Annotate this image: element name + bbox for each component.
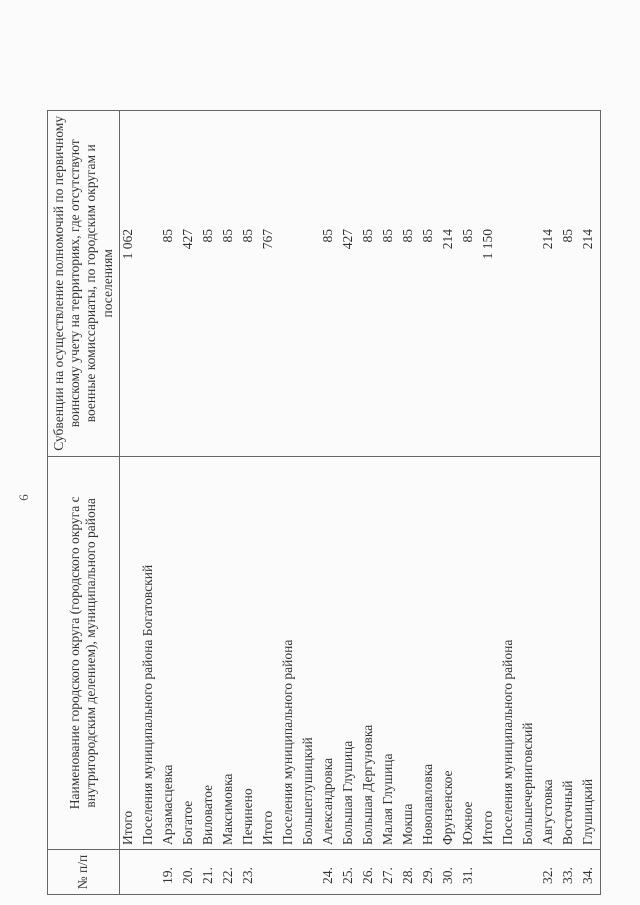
table-row: [400, 111, 420, 895]
row-name: Большая Глушица: [340, 456, 360, 849]
row-name: Южное: [460, 456, 480, 849]
row-number: 20.: [180, 850, 200, 895]
row-value: 85: [240, 111, 260, 457]
row-number: [260, 850, 280, 895]
row-value: 85: [400, 111, 420, 457]
row-number: 19.: [160, 850, 180, 895]
table-row: [560, 111, 580, 895]
table-row: [580, 111, 601, 895]
table-row: [520, 111, 540, 895]
row-number: [520, 850, 540, 895]
row-name: Виловатое: [200, 456, 220, 849]
row-value: 85: [380, 111, 400, 457]
row-value: 85: [460, 111, 480, 457]
row-name: Малая Глушица: [380, 456, 400, 849]
row-name: Богатое: [180, 456, 200, 849]
row-value: 1 150: [480, 111, 500, 457]
row-name: Арзамасцевка: [160, 456, 180, 849]
row-value: [520, 111, 540, 457]
row-number: 34.: [580, 850, 601, 895]
row-name: Глушицкий: [580, 456, 601, 849]
table-row: [420, 111, 440, 895]
table-row: [220, 111, 240, 895]
row-number: 27.: [380, 850, 400, 895]
row-number: 21.: [200, 850, 220, 895]
row-name: Поселения муниципального района: [500, 456, 520, 849]
row-number: 25.: [340, 850, 360, 895]
row-name: Александровка: [320, 456, 340, 849]
table-row: [140, 111, 160, 895]
row-number: 33.: [560, 850, 580, 895]
row-name: Новопавловка: [420, 456, 440, 849]
row-value: 214: [540, 111, 560, 457]
table-row: [180, 111, 200, 895]
table-row: [200, 111, 220, 895]
row-name: Итого: [260, 456, 280, 849]
row-value: [300, 111, 320, 457]
row-value: 767: [260, 111, 280, 457]
row-number: 31.: [460, 850, 480, 895]
row-value: 85: [200, 111, 220, 457]
row-value: 214: [440, 111, 460, 457]
row-value: [500, 111, 520, 457]
row-value: 85: [220, 111, 240, 457]
table-row: [300, 111, 320, 895]
table-row: [340, 111, 360, 895]
rotated-document: [15, 100, 625, 895]
row-number: [480, 850, 500, 895]
row-name: Большеглушицкий: [300, 456, 320, 849]
row-value: 85: [420, 111, 440, 457]
row-value: [140, 111, 160, 457]
table-row: [119, 111, 140, 895]
row-number: 24.: [320, 850, 340, 895]
row-number: [500, 850, 520, 895]
row-name: Большечерниговский: [520, 456, 540, 849]
table-row: [460, 111, 480, 895]
row-name: Итого: [119, 456, 140, 849]
row-number: [280, 850, 300, 895]
row-value: 85: [560, 111, 580, 457]
row-number: 23.: [240, 850, 260, 895]
row-number: 29.: [420, 850, 440, 895]
row-value: 1 062: [119, 111, 140, 457]
table-row: [540, 111, 560, 895]
row-number: 28.: [400, 850, 420, 895]
subvention-table: [47, 110, 601, 895]
row-value: 85: [160, 111, 180, 457]
row-name: Поселения муниципального района: [280, 456, 300, 849]
row-number: 30.: [440, 850, 460, 895]
row-name: Мокша: [400, 456, 420, 849]
table-row: [320, 111, 340, 895]
table-row: [380, 111, 400, 895]
row-name: Восточный: [560, 456, 580, 849]
table-row: [160, 111, 180, 895]
row-value: [280, 111, 300, 457]
row-number: 22.: [220, 850, 240, 895]
row-value: 85: [320, 111, 340, 457]
table-row: [280, 111, 300, 895]
row-name: Максимовка: [220, 456, 240, 849]
page-number: 6: [16, 494, 31, 501]
row-number: 26.: [360, 850, 380, 895]
header-value: Субвенции на осуществление полномочий по первичному воинскому учету на территориях, где отсутствуют военные комиссариаты, по городским округам и поселениям: [48, 111, 120, 457]
row-name: Итого: [480, 456, 500, 849]
row-number: [119, 850, 140, 895]
row-value: 214: [580, 111, 601, 457]
row-name: Фрунзенское: [440, 456, 460, 849]
row-name: Большая Дергуновка: [360, 456, 380, 849]
row-value: 85: [360, 111, 380, 457]
row-value: 427: [180, 111, 200, 457]
row-number: 32.: [540, 850, 560, 895]
row-number: [140, 850, 160, 895]
row-value: 427: [340, 111, 360, 457]
row-name: Поселения муниципального района Богатовский: [140, 456, 160, 849]
table-header-row: [48, 111, 120, 895]
row-name: Августовка: [540, 456, 560, 849]
table-row: [260, 111, 280, 895]
table-row: [440, 111, 460, 895]
table-row: [360, 111, 380, 895]
table-row: [480, 111, 500, 895]
header-name: Наименование городского округа (городского округа с внутригородским делением), муниципального района: [48, 456, 120, 849]
table-body: [119, 111, 600, 895]
row-name: Печинено: [240, 456, 260, 849]
table-row: [500, 111, 520, 895]
header-number: № п/п: [48, 850, 120, 895]
row-number: [300, 850, 320, 895]
table-row: [240, 111, 260, 895]
